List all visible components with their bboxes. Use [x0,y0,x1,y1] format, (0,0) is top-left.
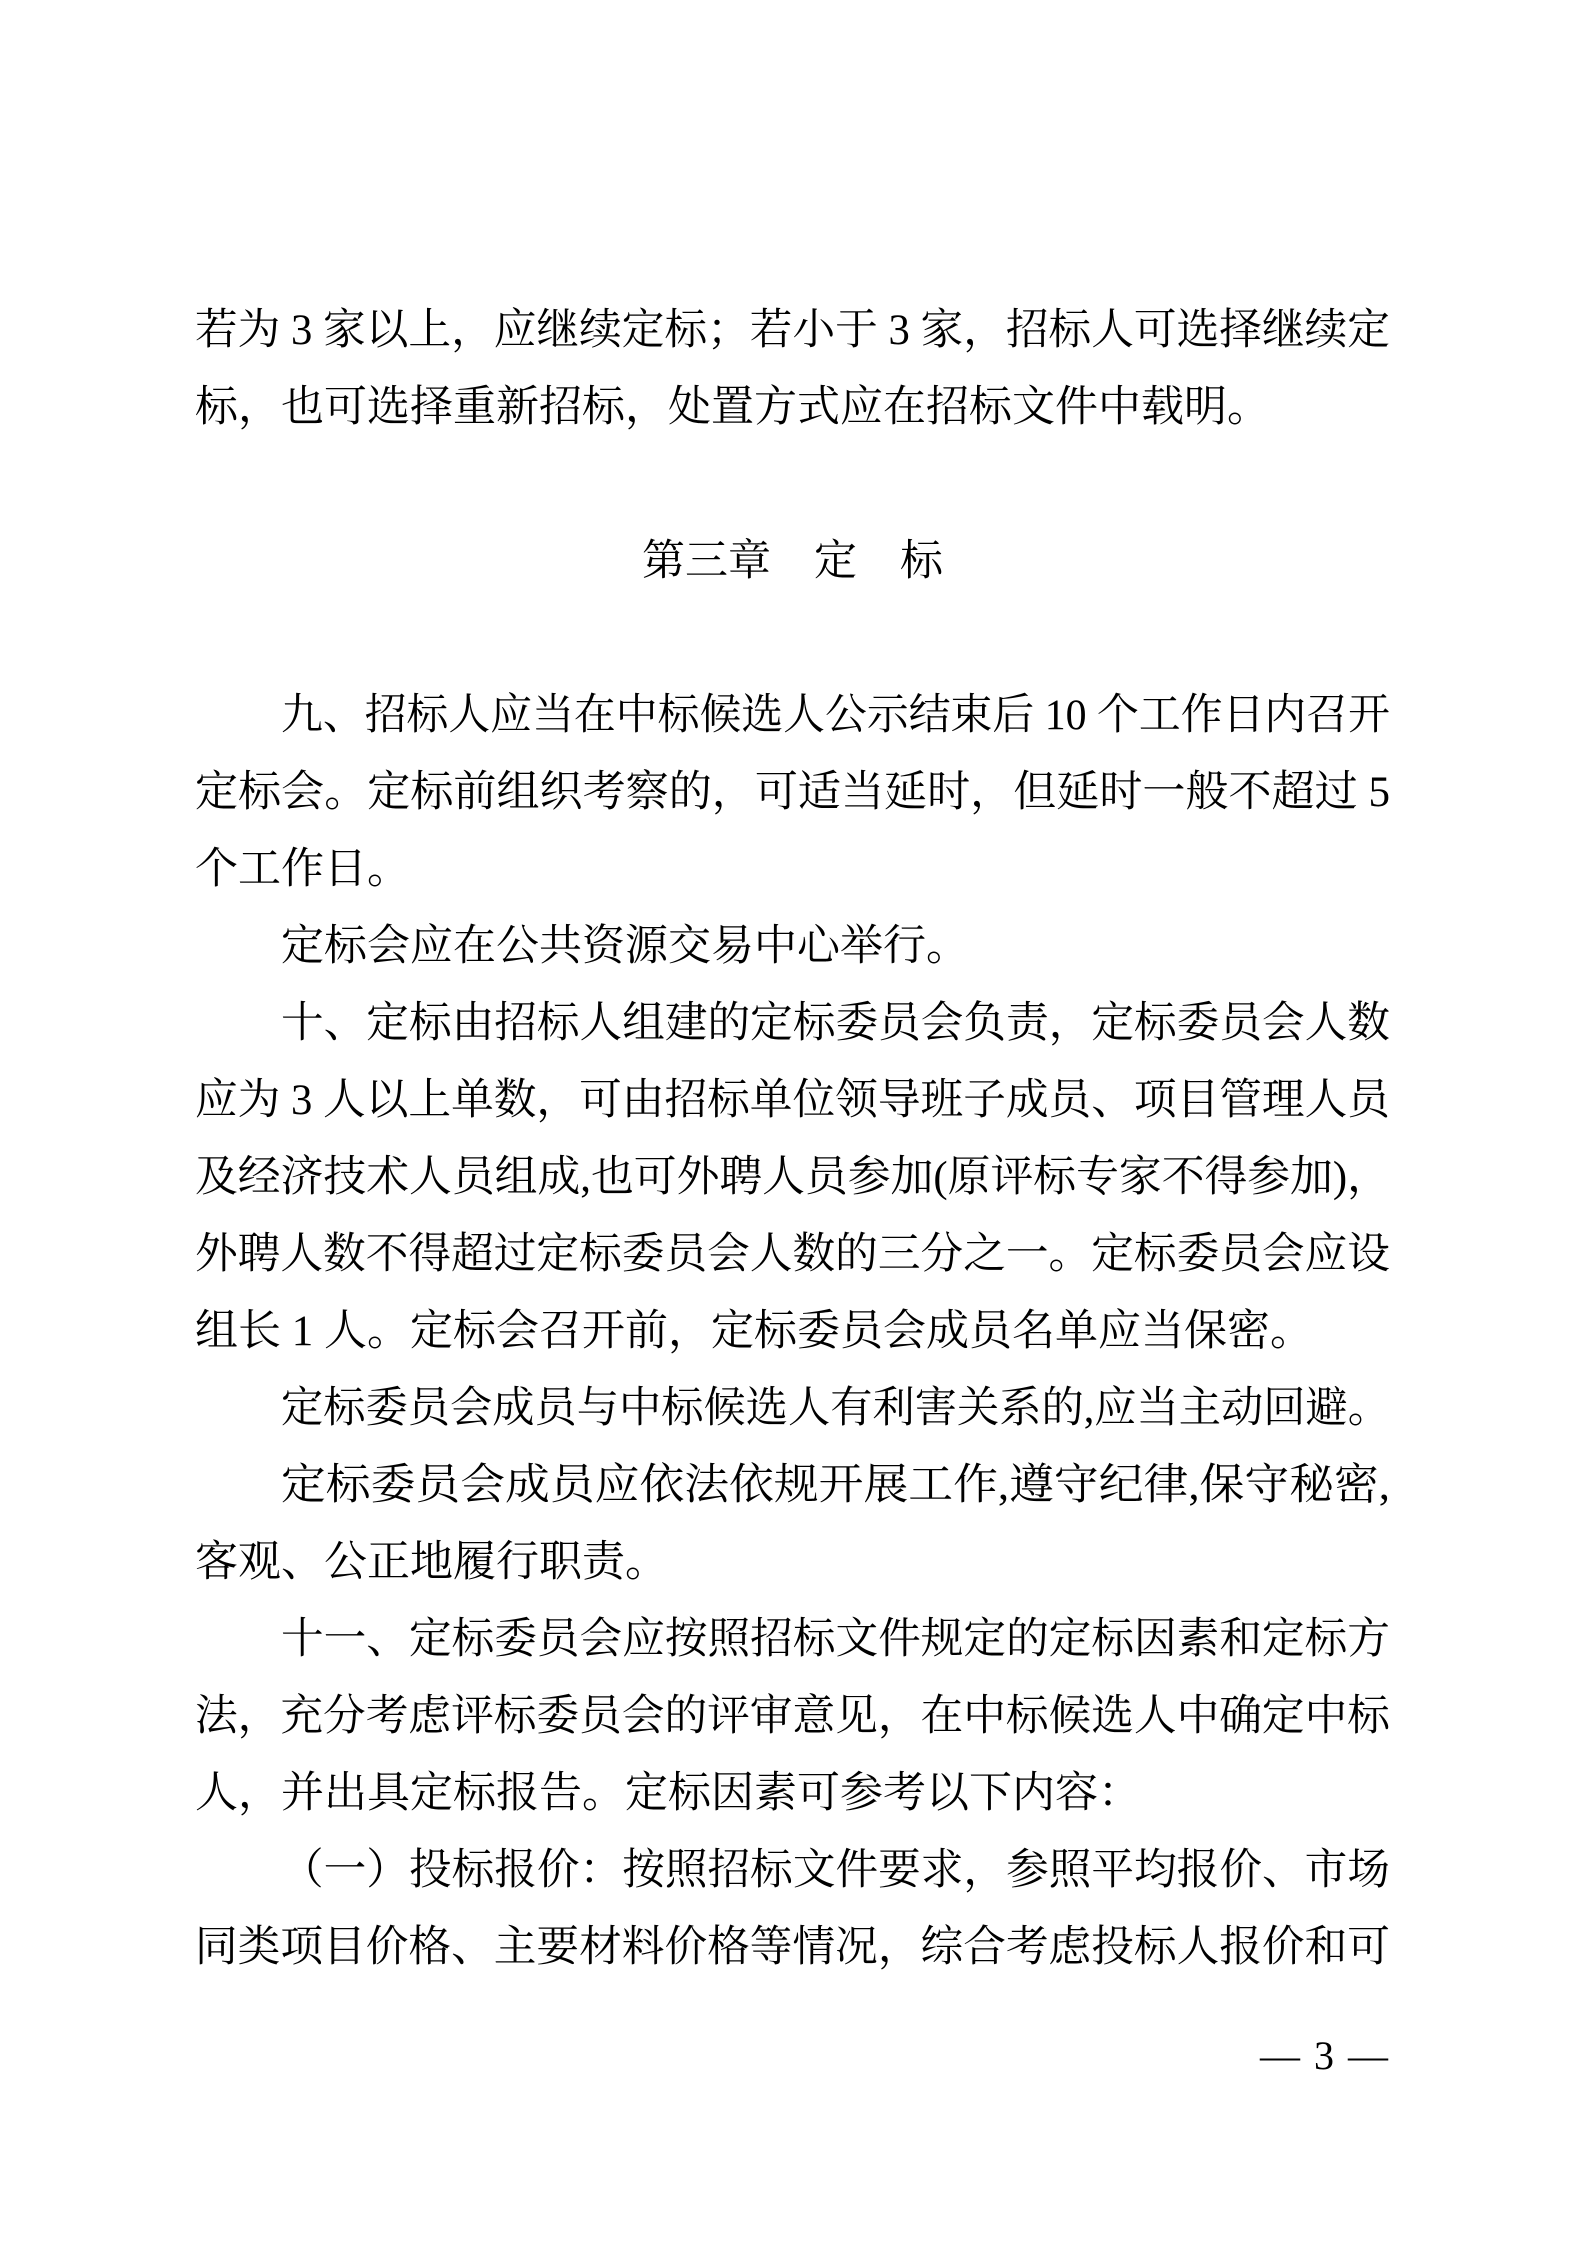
blank-line [195,446,1390,523]
line-text: 九、招标人应当在中标候选人公示结束后 10 个工作日内召开 [281,692,1390,739]
line-text: 定标会应在公共资源交易中心举行。 [281,923,969,970]
line-text: 十一、定标委员会应按照招标文件规定的定标因素和定标方 [281,1616,1390,1663]
line-text: 个工作日。 [195,846,410,893]
line-text: 定标委员会成员应依法依规开展工作,遵守纪律,保守秘密, [281,1462,1390,1509]
body-text-line [195,1909,1390,1986]
line-text: 十、定标由招标人组建的定标委员会负责，定标委员会人数 [281,1000,1390,1047]
body-text-line [195,1601,1390,1678]
line-text: 法，充分考虑评标委员会的评审意见，在中标候选人中确定中标 [195,1693,1390,1740]
body-text-line [195,1832,1390,1909]
chapter-heading-text: 第三章 定 标 [642,538,943,585]
body-text-line [195,292,1390,369]
blank-line [195,600,1390,677]
page-number: — 3 — [1260,2033,1390,2078]
line-text: 若为 3 家以上，应继续定标；若小于 3 家，招标人可选择继续定 [195,307,1390,354]
body-text-line [195,1216,1390,1293]
body-text-line [195,1370,1390,1447]
line-text: 定标会。定标前组织考察的，可适当延时，但延时一般不超过 5 [195,769,1391,816]
body-text-line [195,1293,1390,1370]
body-text-line [195,369,1390,446]
body-text-line [195,1062,1390,1139]
line-text: 外聘人数不得超过定标委员会人数的三分之一。定标委员会应设 [195,1231,1390,1278]
body-text-line [195,677,1390,754]
line-text: 同类项目价格、主要材料价格等情况，综合考虑投标人报价和可 [195,1924,1390,1971]
body-text-line [195,985,1390,1062]
body-text-line [195,1755,1390,1832]
line-text: 标，也可选择重新招标，处置方式应在招标文件中载明。 [195,384,1270,431]
body-text-line [195,1447,1390,1524]
line-text: 及经济技术人员组成,也可外聘人员参加(原评标专家不得参加)， [195,1154,1390,1201]
line-text: 应为 3 人以上单数，可由招标单位领导班子成员、项目管理人员 [195,1077,1390,1124]
line-text: 客观、公正地履行职责。 [195,1539,668,1586]
line-text: 定标委员会成员与中标候选人有利害关系的,应当主动回避。 [281,1385,1390,1432]
document-body [195,292,1390,1986]
body-text-line [195,908,1390,985]
body-text-line [195,754,1390,831]
body-text-line [195,831,1390,908]
body-text-line [195,1524,1390,1601]
chapter-heading [195,523,1390,600]
line-text: 人，并出具定标报告。定标因素可参考以下内容： [195,1770,1141,1817]
body-text-line [195,1678,1390,1755]
line-text: （一）投标报价：按照招标文件要求，参照平均报价、市场 [281,1847,1390,1894]
body-text-line [195,1139,1390,1216]
line-text: 组长 1 人。定标会召开前，定标委员会成员名单应当保密。 [195,1308,1313,1355]
